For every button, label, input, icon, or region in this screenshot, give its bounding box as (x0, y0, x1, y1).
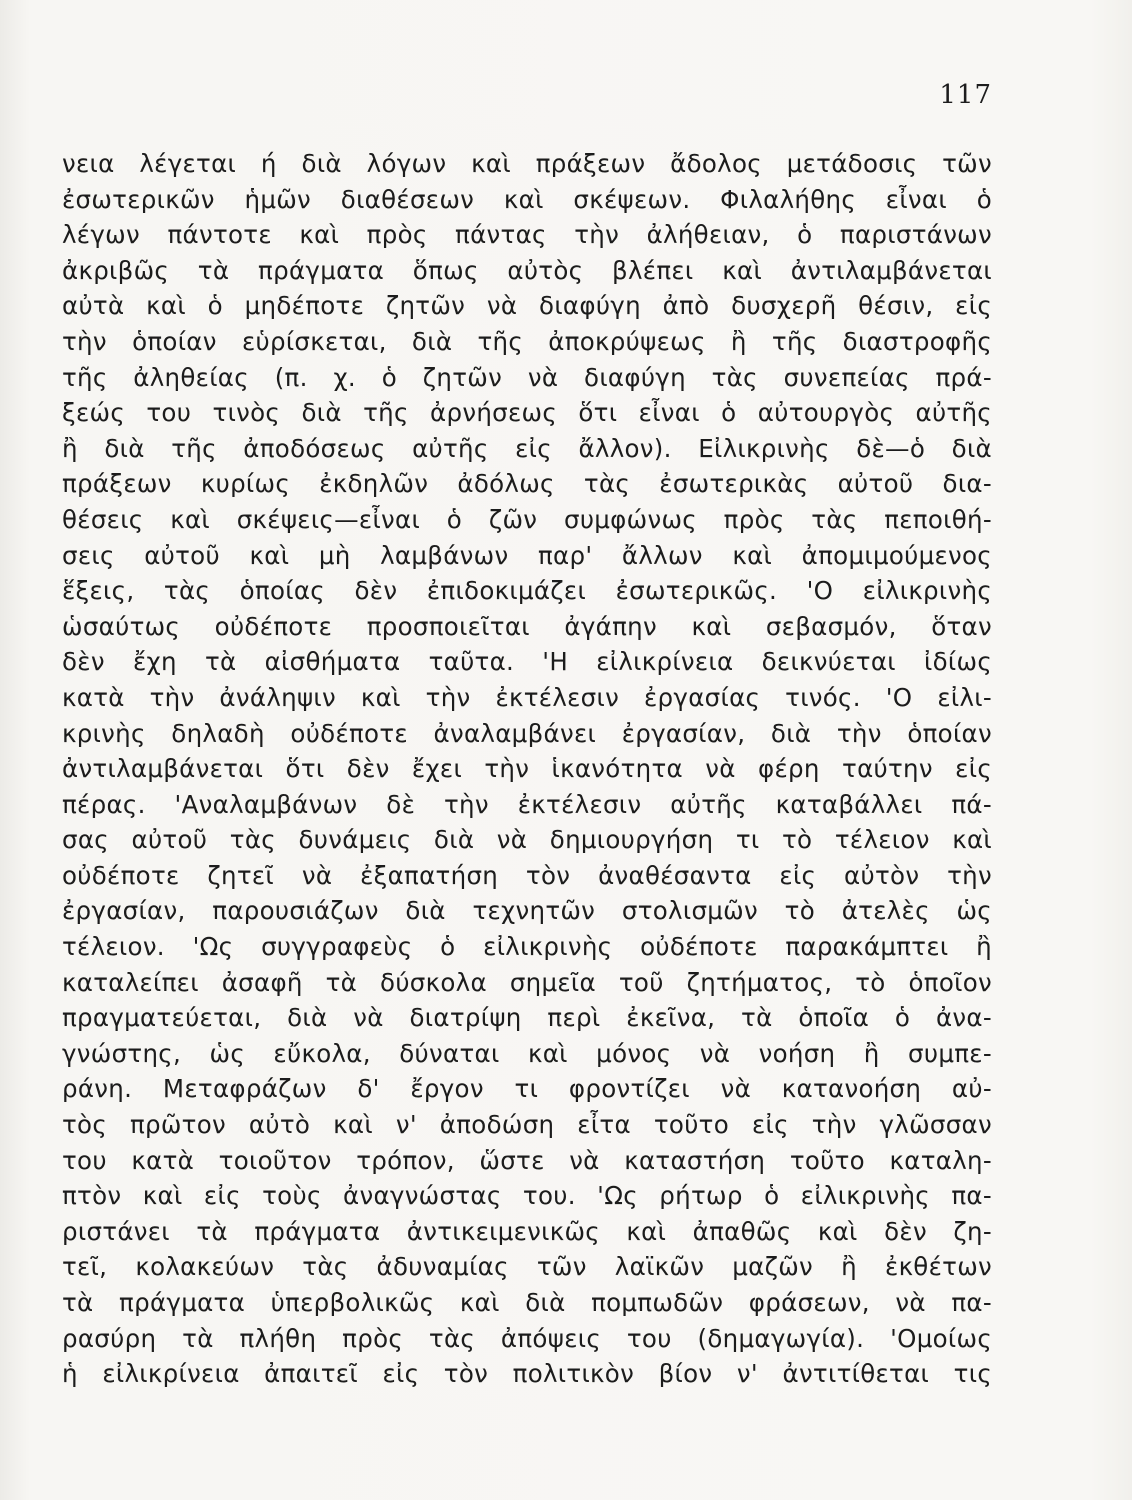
text-line: ξεώς του τινὸς διὰ τῆς ἀρνήσεως ὅτι εἶναι ὁ αὐτουργὸς αὐτῆς (62, 398, 992, 428)
text-line: πράξεων κυρίως ἐκδηλῶν ἀδόλως τὰς ἐσωτερικὰς αὐτοῦ δια- (62, 469, 992, 499)
text-line: ἀκριβῶς τὰ πράγματα ὅπως αὐτὸς βλέπει καὶ ἀντιλαμβάνεται (62, 255, 992, 285)
text-line: ριστάνει τὰ πράγματα ἀντικειμενικῶς καὶ ἀπαθῶς καὶ δὲν ζη- (62, 1216, 992, 1246)
text-line: ἡ εἰλικρίνεια ἀπαιτεῖ εἰς τὸν πολιτικὸν βίον ν' ἀντιτίθεται τις (62, 1359, 992, 1389)
text-line: τῆς ἀληθείας (π. χ. ὁ ζητῶν νὰ διαφύγη τὰς συνεπείας πρά- (62, 362, 992, 392)
text-line: ρασύρη τὰ πλήθη πρὸς τὰς ἀπόψεις του (δημαγωγία). 'Ομοίως (62, 1323, 992, 1353)
text-line: τὴν ὁποίαν εὑρίσκεται, διὰ τῆς ἀποκρύψεως ἢ τῆς διαστροφῆς (62, 326, 992, 356)
text-line: οὐδέποτε ζητεῖ νὰ ἐξαπατήση τὸν ἀναθέσαντα εἰς αὐτὸν τὴν (62, 860, 992, 890)
text-line: ράνη. Μεταφράζων δ' ἔργον τι φροντίζει νὰ κατανοήση αὐ- (62, 1074, 992, 1104)
page-number: 117 (939, 80, 992, 110)
text-line: ἢ διὰ τῆς ἀποδόσεως αὐτῆς εἰς ἄλλον). Εἰλικρινὴς δὲ—ὁ διὰ (62, 433, 992, 463)
text-line: ἀντιλαμβάνεται ὅτι δὲν ἔχει τὴν ἱκανότητα νὰ φέρη ταύτην εἰς (62, 754, 992, 784)
text-line: σας αὐτοῦ τὰς δυνάμεις διὰ νὰ δημιουργήση τι τὸ τέλειον καὶ (62, 825, 992, 855)
text-line: πέρας. 'Αναλαμβάνων δὲ τὴν ἐκτέλεσιν αὐτῆς καταβάλλει πά- (62, 789, 992, 819)
text-line: κρινὴς δηλαδὴ οὐδέποτε ἀναλαμβάνει ἐργασίαν, διὰ τὴν ὁποίαν (62, 718, 992, 748)
text-line: πτὸν καὶ εἰς τοὺς ἀναγνώστας του. 'Ως ρήτωρ ὁ εἰλικρινὴς πα- (62, 1181, 992, 1211)
text-line: λέγων πάντοτε καὶ πρὸς πάντας τὴν ἀλήθειαν, ὁ παριστάνων (62, 220, 992, 250)
text-line: ἐσωτερικῶν ἡμῶν διαθέσεων καὶ σκέψεων. Φιλαλήθης εἶναι ὁ (62, 184, 992, 214)
text-line: ὡσαύτως οὐδέποτε προσποιεῖται ἀγάπην καὶ σεβασμόν, ὅταν (62, 611, 992, 641)
text-line: τέλειον. 'Ως συγγραφεὺς ὁ εἰλικρινὴς οὐδέποτε παρακάμπτει ἢ (62, 932, 992, 962)
text-line: τὰ πράγματα ὑπερβολικῶς καὶ διὰ πομπωδῶν φράσεων, νὰ πα- (62, 1288, 992, 1317)
text-line: του κατὰ τοιοῦτον τρόπον, ὥστε νὰ καταστήση τοῦτο καταλη- (62, 1145, 992, 1175)
text-line: κατὰ τὴν ἀνάληψιν καὶ τὴν ἐκτέλεσιν ἐργασίας τινός. 'Ο εἰλι- (62, 682, 992, 712)
text-line: πραγματεύεται, διὰ νὰ διατρίψη περὶ ἐκεῖνα, τὰ ὁποῖα ὁ ἀνα- (62, 1003, 992, 1033)
text-line: θέσεις καὶ σκέψεις—εἶναι ὁ ζῶν συμφώνως πρὸς τὰς πεποιθή- (62, 504, 992, 534)
text-line: γνώστης, ὡς εὔκολα, δύναται καὶ μόνος νὰ νοήση ἢ συμπε- (62, 1038, 992, 1068)
text-line: τὸς πρῶτον αὐτὸ καὶ ν' ἀποδώση εἶτα τοῦτο εἰς τὴν γλῶσσαν (62, 1110, 992, 1140)
text-line: ἕξεις, τὰς ὁποίας δὲν ἐπιδοκιμάζει ἐσωτερικῶς. 'Ο εἰλικρινὴς (62, 576, 992, 606)
text-line: τεῖ, κολακεύων τὰς ἀδυναμίας τῶν λαϊκῶν μαζῶν ἢ ἐκθέτων (62, 1252, 992, 1282)
text-line: δὲν ἔχη τὰ αἰσθήματα ταῦτα. 'Η εἰλικρίνεια δεικνύεται ἰδίως (62, 647, 992, 677)
text-line: ἐργασίαν, παρουσιάζων διὰ τεχνητῶν στολισμῶν τὸ ἀτελὲς ὡς (62, 896, 992, 926)
text-line: νεια λέγεται ή διὰ λόγων καὶ πράξεων ἄδολος μετάδοσις τῶν (62, 149, 992, 178)
text-line: καταλείπει ἀσαφῆ τὰ δύσκολα σημεῖα τοῦ ζητήματος, τὸ ὁποῖον (62, 967, 992, 997)
text-line: αὐτὰ καὶ ὁ μηδέποτε ζητῶν νὰ διαφύγη ἀπὸ δυσχερῆ θέσιν, εἰς (62, 291, 992, 321)
text-line: σεις αὐτοῦ καὶ μὴ λαμβάνων παρ' ἄλλων καὶ ἀπομιμούμενος (62, 540, 992, 570)
body-text (62, 146, 992, 1392)
